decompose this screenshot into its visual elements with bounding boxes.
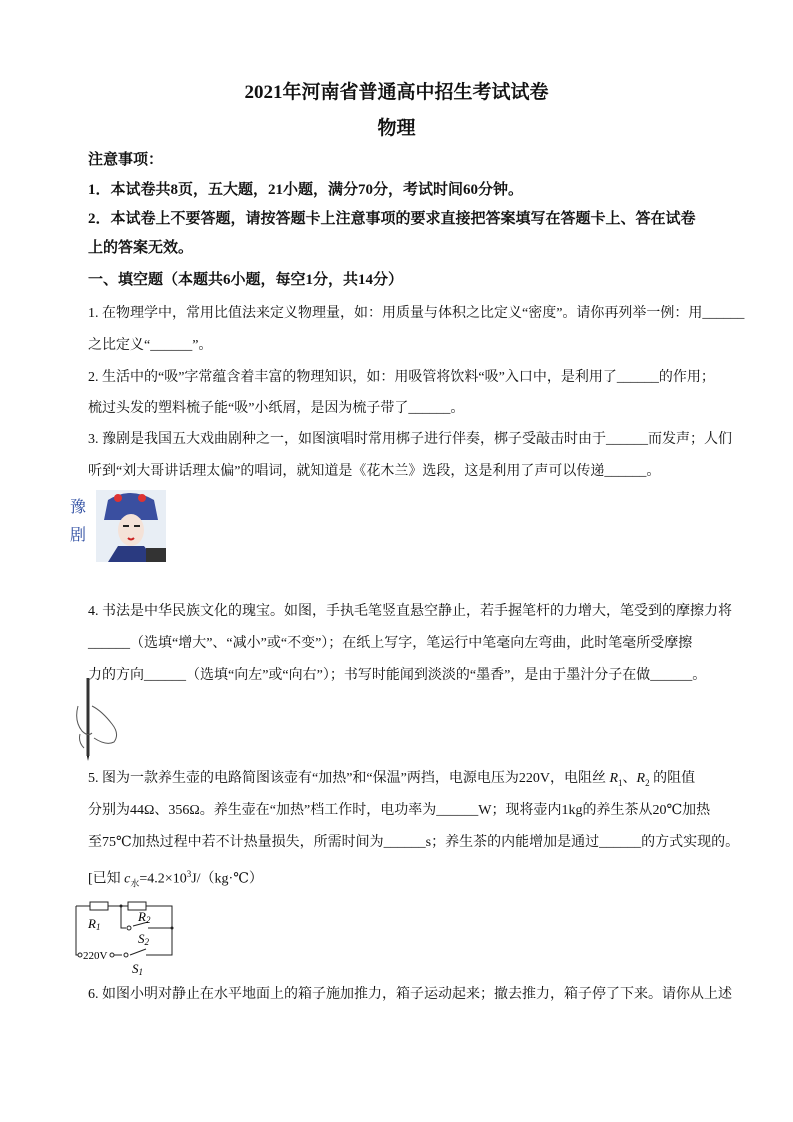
- question-4-line: 4. 书法是中华民族文化的瑰宝。如图，手执毛笔竖直悬空静止，若手握笔杆的力增大，笔受到的摩擦力将: [88, 604, 732, 619]
- question-2-line: 梳过头发的塑料梳子能“吸”小纸屑，是因为梳子带了______。: [88, 401, 465, 416]
- question-4-line: ______（选填“增大”、“减小”或“不变”）；在纸上写字，笔运行中笔毫向左弯曲，此时笔毫所受摩擦: [88, 636, 693, 651]
- question-5-line: [88, 770, 695, 792]
- notice-item: 上的答案无效。: [88, 240, 194, 256]
- notice-item: 2．本试卷上不要答题，请按答题卡上注意事项的要求直接把答案填写在答题卡上、答在试卷: [88, 211, 696, 227]
- text: [已知: [88, 871, 125, 887]
- svg-text:豫: 豫: [70, 497, 87, 516]
- text: =4.2×10: [139, 871, 187, 887]
- question-1-line: 1. 在物理学中，常用比值法来定义物理量，如：用质量与体积之比定义“密度”。请你再列举一例：用______: [88, 306, 745, 321]
- r-symbol: R: [636, 771, 646, 786]
- question-3-line: 3. 豫剧是我国五大戏曲剧种之一，如图演唱时常用梆子进行伴奏，梆子受敲击时由于______而发声；人们: [88, 432, 732, 447]
- notice-item: 1．本试卷共8页，五大题，21小题，满分70分，考试时间60分钟。: [88, 182, 524, 198]
- s1-label: S1: [132, 961, 143, 977]
- question-5-line: 至75℃加热过程中若不计热量损失，所需时间为______s；养生茶的内能增加是通过______的方式实现的。: [88, 835, 740, 850]
- r2-label: R2: [138, 909, 151, 925]
- voltage-label: 220V: [83, 950, 108, 962]
- subscript: 1: [618, 777, 623, 788]
- question-3-line: 听到“刘大哥讲话理太偏”的唱词，就知道是《花木兰》选段，这是利用了声可以传递______。: [88, 464, 661, 479]
- question-4-line: 力的方向______（选填“向左”或“向右”）；书写时能闻到淡淡的“墨香”，是由于墨汁分子在做______。: [88, 668, 707, 683]
- question-5-line: [88, 865, 263, 892]
- question-5-line: 分别为44Ω、356Ω。养生壶在“加热”档工作时，电功率为______W；现将壶内1kg的养生茶从20℃加热: [88, 803, 711, 818]
- text: 5. 图为一款养生壶的电路简图该壶有“加热”和“保温”两挡，电源电压为220V，电阻丝: [88, 771, 610, 786]
- superscript: 3: [186, 869, 192, 879]
- question-2-line: 2. 生活中的“吸”字常蕴含着丰富的物理知识，如：用吸管将饮料“吸”入口中，是利用了______的作用；: [88, 370, 715, 385]
- notice-heading: 注意事项：: [88, 152, 164, 168]
- subject-title: 物理: [377, 118, 416, 139]
- question-1-line: 之比定义“______”。: [88, 338, 213, 353]
- r1-label: R1: [88, 916, 101, 932]
- r-symbol: R: [609, 771, 619, 786]
- subscript: 2: [645, 777, 650, 788]
- text: 、: [622, 771, 637, 786]
- subscript: 水: [130, 878, 140, 889]
- s2-label: S2: [138, 931, 149, 947]
- page-title: 2021年河南省普通高中招生考试试卷: [244, 82, 549, 103]
- c-symbol: c: [124, 871, 131, 887]
- question-6-line: 6. 如图小明对静止在水平地面上的箱子施加推力，箱子运动起来；撤去推力，箱子停了下来。请你从上述: [88, 987, 732, 1002]
- brush-hand-image: [74, 676, 124, 761]
- text: 的阻值: [649, 771, 696, 786]
- svg-text:剧: 剧: [70, 525, 87, 544]
- circuit-diagram: [70, 898, 180, 980]
- section-heading: 一、填空题（本题共6小题，每空1分，共14分）: [88, 272, 404, 288]
- text: J/（kg·℃）: [191, 871, 263, 887]
- yuju-opera-image: [68, 490, 168, 564]
